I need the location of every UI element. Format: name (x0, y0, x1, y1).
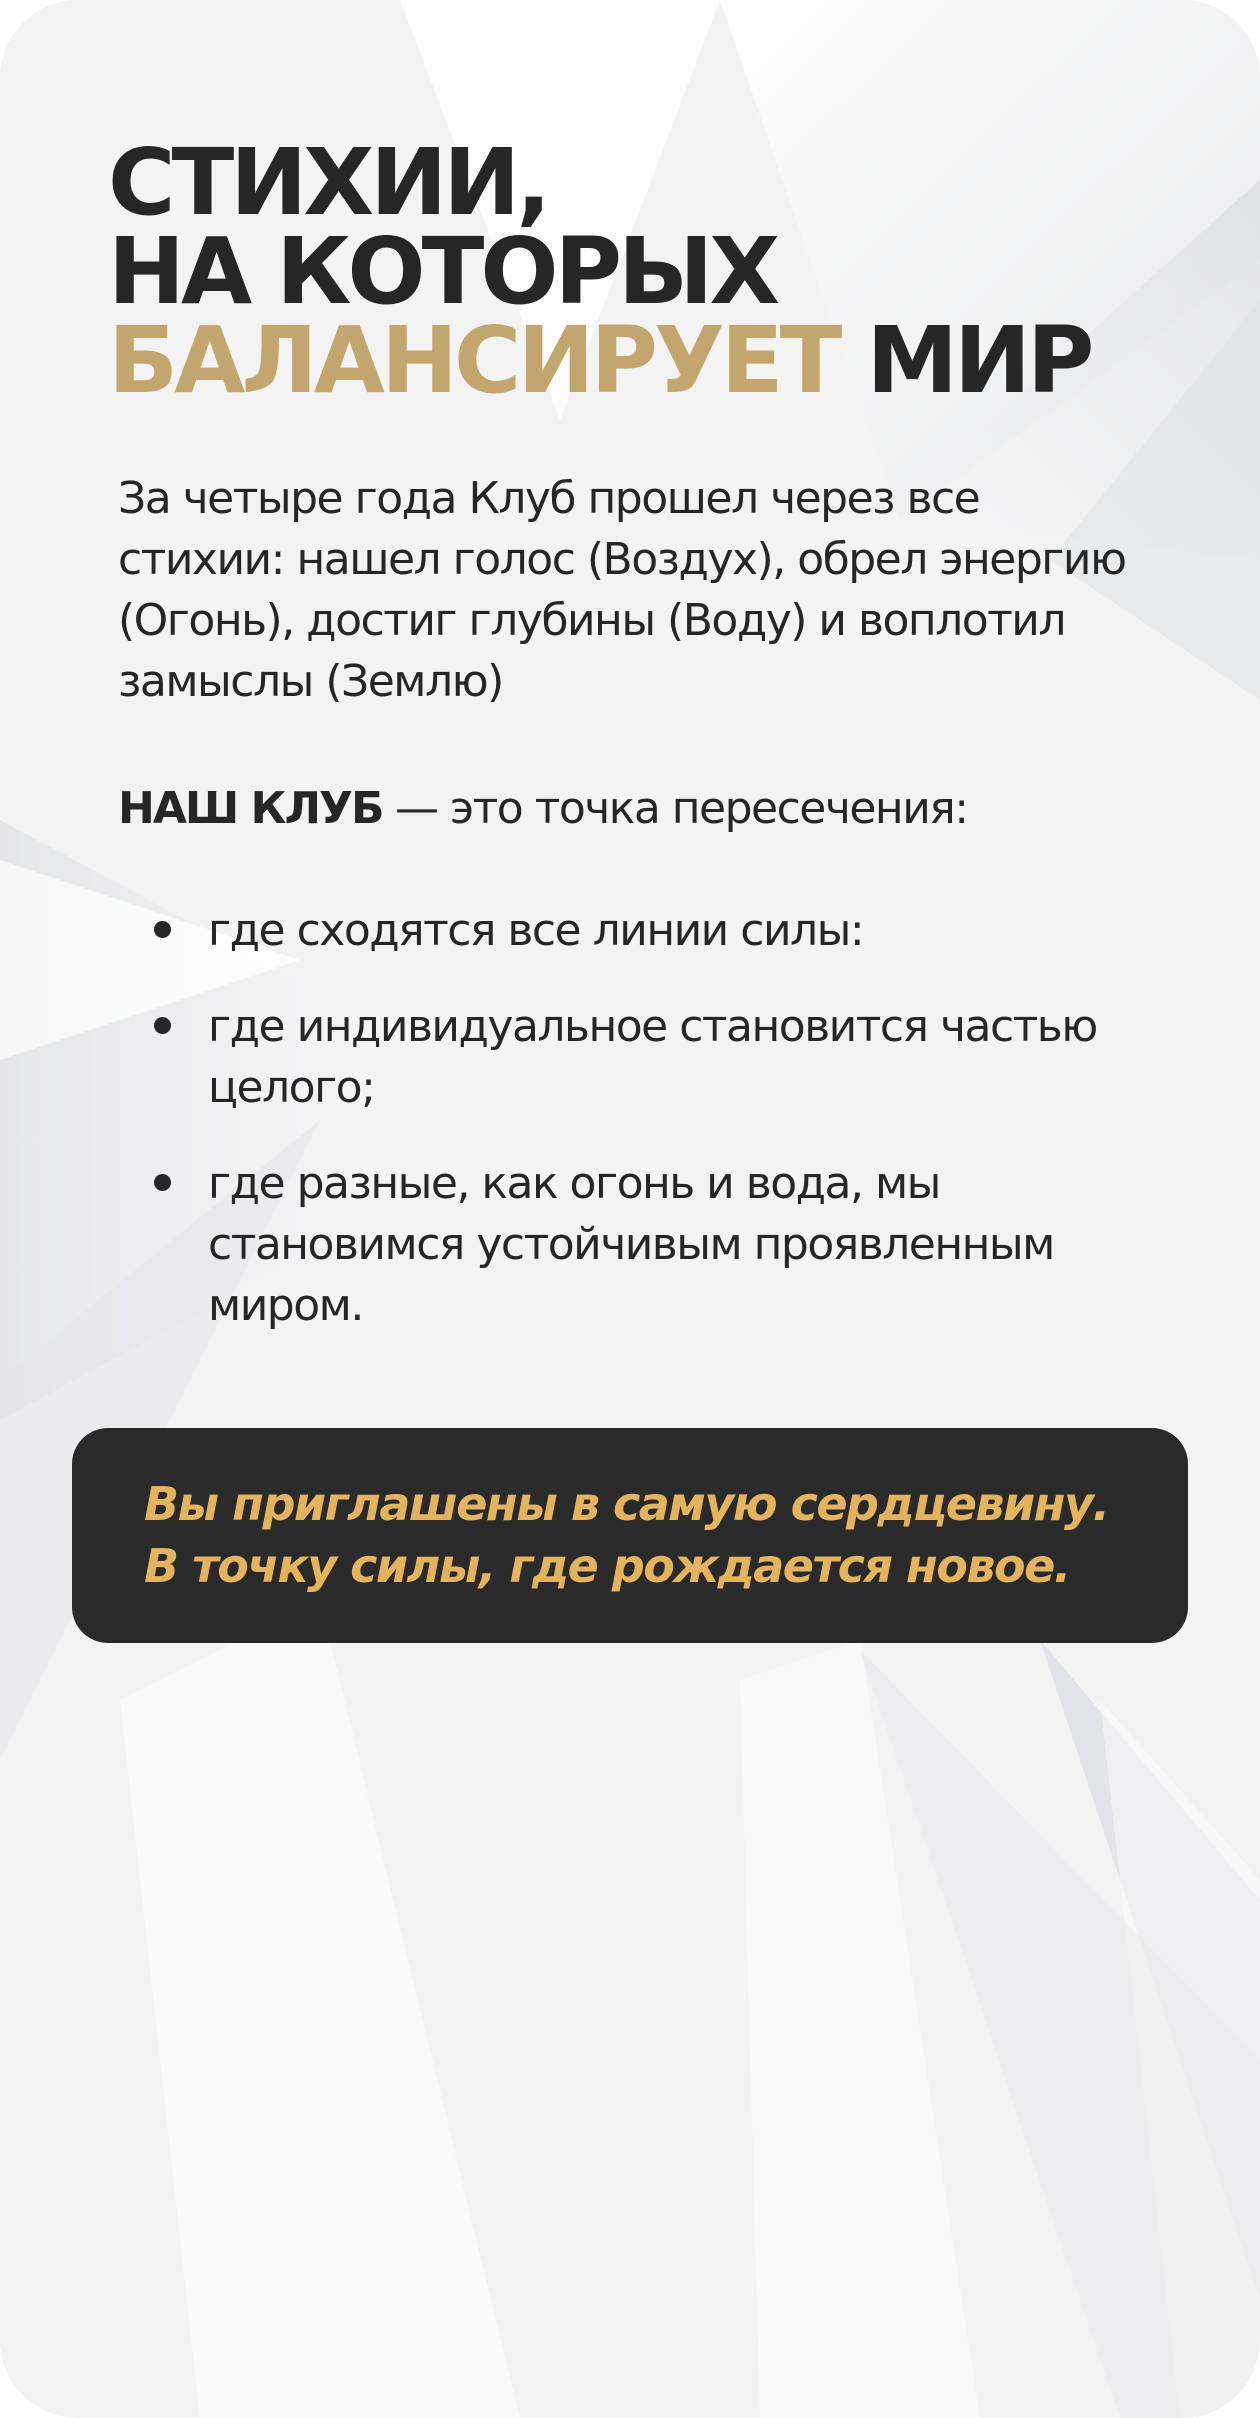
list-item-text: где сходятся все линии силы: (208, 905, 864, 956)
headline-line-1: СТИХИИ, (108, 129, 548, 236)
list-item-text: где индивидуальное становится частью целого; (208, 1001, 1097, 1113)
headline-line-3 (108, 307, 1091, 414)
invitation-text (144, 1473, 1109, 1597)
headline (108, 129, 1091, 414)
club-statement (118, 777, 1148, 841)
headline-accent: БАЛАНСИРУЕТ (108, 307, 839, 414)
bullet-list (118, 900, 1118, 1336)
headline-line-3-rest: МИР (838, 307, 1091, 414)
list-item (118, 1153, 1118, 1336)
list-item-text: где разные, как огонь и вода, мы становимся устойчивым проявленным миром. (208, 1158, 1054, 1331)
intro-paragraph: За четыре года Клуб прошел через все стихии: нашел голос (Воздух), обрел энергию (Огонь), достиг глубины (Воду) и воплотил замыслы (Землю) (118, 473, 1126, 707)
club-name: НАШ КЛУБ (118, 783, 383, 834)
bullet-dot-icon (154, 1017, 171, 1034)
invitation-line-2: В точку силы, где рождается новое. (144, 1539, 1070, 1593)
club-statement-rest: — это точка пересечения: (382, 783, 968, 834)
invitation-banner (72, 1428, 1188, 1643)
list-item (118, 900, 1118, 961)
invitation-line-1: Вы приглашены в самую сердцевину. (144, 1477, 1109, 1531)
bullet-dot-icon (154, 1174, 171, 1191)
list-item (118, 996, 1118, 1118)
headline-line-2: НА КОТОРЫХ (108, 218, 777, 325)
bullet-dot-icon (154, 921, 171, 938)
